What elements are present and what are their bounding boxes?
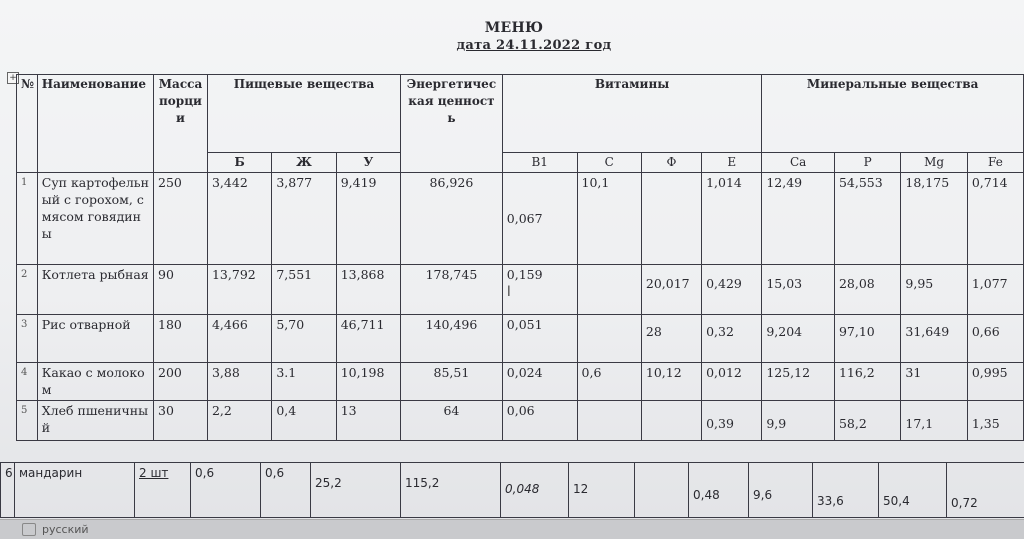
e-value: 1,014 <box>702 173 762 265</box>
p-value: 116,2 <box>834 363 900 401</box>
dish-name: Хлеб пшеничный <box>37 401 153 441</box>
table-row <box>1 463 1024 518</box>
carb-value: 25,2 <box>311 463 401 518</box>
carb-value: 46,711 <box>336 315 400 363</box>
subheader-p: Р <box>834 153 900 173</box>
header-no: № <box>17 75 38 173</box>
fat-value: 0,6 <box>261 463 311 518</box>
subheader-fe: Fe <box>967 153 1023 173</box>
p-value: 28,08 <box>834 265 900 315</box>
e-value: 0,48 <box>689 463 749 518</box>
f-value <box>635 463 689 518</box>
ca-value: 12,49 <box>762 173 835 265</box>
header-nutrients: Пищевые вещества <box>207 75 400 153</box>
subheader-zh: Ж <box>272 153 336 173</box>
e-value: 0,429 <box>702 265 762 315</box>
p-value: 58,2 <box>834 401 900 441</box>
mass-value: 250 <box>154 173 208 265</box>
header-minerals: Минеральные вещества <box>762 75 1024 153</box>
c-value <box>577 315 641 363</box>
energy-value: 86,926 <box>401 173 503 265</box>
header-energy: Энергетическая ценность <box>401 75 503 173</box>
c-value: 10,1 <box>577 173 641 265</box>
c-value <box>577 265 641 315</box>
protein-value: 2,2 <box>207 401 271 441</box>
b1-value: 0,024 <box>502 363 577 401</box>
mass-value: 180 <box>154 315 208 363</box>
subheader-c: С <box>577 153 641 173</box>
b1-value: 0,06 <box>502 401 577 441</box>
keyboard-icon <box>22 523 36 536</box>
p-value: 33,6 <box>813 463 879 518</box>
b1-value: 0,051 <box>502 315 577 363</box>
mg-value: 31 <box>901 363 967 401</box>
fat-value: 0,4 <box>272 401 336 441</box>
row-number: 6 <box>1 463 15 518</box>
e-value: 0,39 <box>702 401 762 441</box>
protein-value: 0,6 <box>191 463 261 518</box>
text-cursor-icon: I <box>507 284 511 300</box>
table-row <box>17 363 1024 401</box>
language-indicator[interactable]: русский <box>42 523 89 536</box>
page-title: МЕНЮ <box>2 20 1024 36</box>
dish-name: Какао с молоком <box>37 363 153 401</box>
c-value <box>577 401 641 441</box>
fat-value: 7,551 <box>272 265 336 315</box>
row-number: 1 <box>17 173 38 265</box>
ca-value: 9,204 <box>762 315 835 363</box>
fat-value: 3,877 <box>272 173 336 265</box>
subheader-u: У <box>336 153 400 173</box>
c-value: 0,6 <box>577 363 641 401</box>
protein-value: 3,442 <box>207 173 271 265</box>
ca-value: 15,03 <box>762 265 835 315</box>
mass-value: 90 <box>154 265 208 315</box>
row-number: 3 <box>17 315 38 363</box>
fe-value: 0,72 <box>947 463 1024 518</box>
ca-value: 125,12 <box>762 363 835 401</box>
mg-value: 18,175 <box>901 173 967 265</box>
subheader-mg: Mg <box>901 153 967 173</box>
energy-value: 115,2 <box>401 463 501 518</box>
table-row <box>17 315 1024 363</box>
p-value: 54,553 <box>834 173 900 265</box>
fe-value: 0,66 <box>967 315 1023 363</box>
subheader-ca: Са <box>762 153 835 173</box>
menu-table <box>16 74 1024 441</box>
header-vitamins: Витамины <box>502 75 762 153</box>
f-value: 10,12 <box>641 363 701 401</box>
dish-name: Котлета рыбная <box>37 265 153 315</box>
fe-value: 0,714 <box>967 173 1023 265</box>
protein-value: 13,792 <box>207 265 271 315</box>
protein-value: 4,466 <box>207 315 271 363</box>
status-bar <box>0 519 1024 539</box>
mg-value: 50,4 <box>879 463 947 518</box>
subheader-f: Ф <box>641 153 701 173</box>
carb-value: 13,868 <box>336 265 400 315</box>
f-value: 28 <box>641 315 701 363</box>
dish-name: Рис отварной <box>37 315 153 363</box>
carb-value: 13 <box>336 401 400 441</box>
header-mass: Масса порции <box>154 75 208 173</box>
mg-value: 9,95 <box>901 265 967 315</box>
row-number: 4 <box>17 363 38 401</box>
carb-value: 9,419 <box>336 173 400 265</box>
e-value: 0,012 <box>702 363 762 401</box>
fe-value: 0,995 <box>967 363 1023 401</box>
b1-cell <box>502 265 577 315</box>
f-value <box>641 401 701 441</box>
p-value: 97,10 <box>834 315 900 363</box>
subheader-b1: В1 <box>502 153 577 173</box>
carb-value: 10,198 <box>336 363 400 401</box>
protein-value: 3,88 <box>207 363 271 401</box>
move-handle-icon[interactable]: + <box>7 72 19 84</box>
table-row <box>17 401 1024 441</box>
mass-value: 30 <box>154 401 208 441</box>
fat-value: 3.1 <box>272 363 336 401</box>
b1-value: 0,159 <box>507 267 543 282</box>
b1-value: 0,048 <box>501 463 569 518</box>
mg-value: 31,649 <box>901 315 967 363</box>
dish-name: мандарин <box>15 463 135 518</box>
subheader-e: Е <box>702 153 762 173</box>
energy-value: 85,51 <box>401 363 503 401</box>
c-value: 12 <box>569 463 635 518</box>
subheader-b: Б <box>207 153 271 173</box>
fe-value: 1,077 <box>967 265 1023 315</box>
mass-value: 2 шт <box>135 463 191 518</box>
ca-value: 9,6 <box>749 463 813 518</box>
ca-value: 9,9 <box>762 401 835 441</box>
f-value: 20,017 <box>641 265 701 315</box>
f-value <box>641 173 701 265</box>
dish-name: Суп картофельный с горохом, с мясом говядины <box>37 173 153 265</box>
mg-value: 17,1 <box>901 401 967 441</box>
mass-value: 200 <box>154 363 208 401</box>
energy-value: 140,496 <box>401 315 503 363</box>
extra-table <box>0 462 1024 518</box>
b1-value: 0,067 <box>502 173 577 265</box>
fe-value: 1,35 <box>967 401 1023 441</box>
energy-value: 64 <box>401 401 503 441</box>
date-line: дата 24.11.2022 год <box>22 38 1024 53</box>
energy-value: 178,745 <box>401 265 503 315</box>
header-name: Наименование <box>37 75 153 173</box>
e-value: 0,32 <box>702 315 762 363</box>
fat-value: 5,70 <box>272 315 336 363</box>
row-number: 2 <box>17 265 38 315</box>
row-number: 5 <box>17 401 38 441</box>
table-row <box>17 265 1024 315</box>
table-row <box>17 173 1024 265</box>
